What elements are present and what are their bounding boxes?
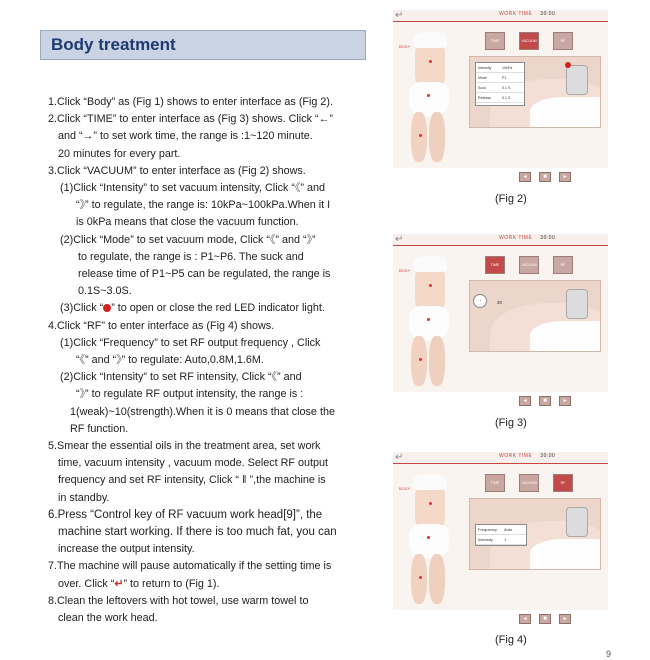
- rf-button[interactable]: RF: [553, 256, 573, 274]
- instruction-fragment: (3)Click “: [60, 302, 104, 315]
- body-label: BODY: [399, 486, 411, 491]
- instruction-line: frequency and set RF intensity, Click “ ‖ ”,the machine is: [58, 474, 326, 487]
- instruction-line: 5.Smear the essential oils in the treatment area, set work: [48, 440, 321, 453]
- control-left-button[interactable]: ◂: [519, 614, 531, 624]
- time-button[interactable]: TIME: [485, 32, 505, 50]
- fig4-screen: [393, 452, 608, 622]
- instruction-line: 20 minutes for every part.: [58, 147, 181, 160]
- time-button[interactable]: TIME: [485, 474, 505, 492]
- vacuum-button[interactable]: VACUUM: [519, 474, 539, 492]
- red-led-icon: [103, 304, 111, 312]
- instruction-line: [48, 576, 370, 593]
- vacuum-button[interactable]: VACUUM: [519, 32, 539, 50]
- instruction-line: (1)Click “Frequency” to set RF output frequency , Click: [60, 336, 321, 349]
- instruction-fragment: ” to return to (Fig 1).: [123, 577, 220, 590]
- instruction-line: and “→” to set work time, the range is :1~120 minute.: [58, 130, 313, 143]
- instruction-line: (2)Click “Intensity” to set RF intensity, Click “《” and: [60, 371, 302, 384]
- instruction-line: is 0kPa means that close the vacuum function.: [76, 216, 299, 229]
- body-label: BODY: [399, 44, 411, 49]
- instruction-line: machine start working. If there is too much fat, you can: [58, 526, 337, 539]
- instruction-fragment: ” to open or close the red LED indicator light.: [111, 302, 325, 315]
- vacuum-settings-panel: [475, 62, 525, 106]
- work-time: WORK TIME 30:00: [499, 235, 556, 241]
- vacuum-button[interactable]: VACUUM: [519, 256, 539, 274]
- instruction-line: in standby.: [58, 491, 110, 504]
- control-right-button[interactable]: ▸: [559, 614, 571, 624]
- work-time: WORK TIME 30:00: [499, 453, 556, 459]
- body-figure[interactable]: [399, 24, 459, 162]
- timer-gauge-icon[interactable]: ◔: [473, 294, 487, 308]
- instruction-line: 1(weak)~10(strength).When it is 0 means that close the: [70, 405, 335, 418]
- timer-value: 30: [497, 300, 503, 305]
- setting-row[interactable]: Frequency Auto: [476, 525, 526, 535]
- instruction-line: 3.Click “VACUUM” to enter interface as (Fig 2) shows.: [48, 164, 306, 177]
- instruction-line: 6.Press “Control key of RF vacuum work head[9]”, the: [48, 508, 323, 521]
- instructions: [48, 94, 370, 627]
- time-button[interactable]: TIME: [485, 256, 505, 274]
- rf-button[interactable]: RF: [553, 474, 573, 492]
- body-label: BODY: [399, 268, 411, 273]
- treatment-photo: [469, 280, 601, 352]
- fig2-screen: [393, 10, 608, 180]
- back-arrow-icon[interactable]: ↵: [395, 452, 404, 463]
- instruction-line: RF function.: [70, 422, 129, 435]
- control-pause-button[interactable]: ■: [539, 614, 551, 624]
- instruction-line: “》” to regulate, the range is: 10kPa~100kPa.When it I: [76, 199, 331, 212]
- instruction-line: time, vacuum intensity , vacuum mode. Select RF output: [58, 457, 329, 470]
- fig4-caption: (Fig 4): [495, 634, 527, 646]
- instruction-line: (2)Click “Mode” to set vacuum mode, Click “《” and “》”: [60, 233, 316, 246]
- setting-row[interactable]: Mode P1: [476, 73, 524, 83]
- control-left-button[interactable]: ◂: [519, 172, 531, 182]
- setting-row[interactable]: Intensity 10kPa: [476, 63, 524, 73]
- led-toggle-icon[interactable]: [565, 62, 571, 68]
- instruction-fragment: over. Click “: [58, 577, 115, 590]
- fig3-caption: (Fig 3): [495, 417, 527, 429]
- instruction-line: 2.Click “TIME” to enter interface as (Fig 3) shows. Click “←”: [48, 113, 333, 126]
- control-right-button[interactable]: ▸: [559, 172, 571, 182]
- setting-row[interactable]: Intensity 1: [476, 535, 526, 545]
- rf-settings-panel: [475, 524, 527, 546]
- rf-button[interactable]: RF: [553, 32, 573, 50]
- control-pause-button[interactable]: ■: [539, 396, 551, 406]
- instruction-line: increase the output intensity.: [58, 543, 195, 556]
- instruction-line: [48, 300, 370, 317]
- fig2-caption: (Fig 2): [495, 193, 527, 205]
- control-right-button[interactable]: ▸: [559, 396, 571, 406]
- instruction-line: 4.Click “RF” to enter interface as (Fig 4) shows.: [48, 319, 275, 332]
- work-time: WORK TIME 30:00: [499, 11, 556, 17]
- section-title: Body treatment: [51, 35, 176, 54]
- return-arrow-icon: ↵: [114, 577, 124, 590]
- instruction-line: 0.1S~3.0S.: [78, 285, 132, 298]
- instruction-line: release time of P1~P5 can be regulated, the range is: [78, 268, 331, 281]
- back-arrow-icon[interactable]: ↵: [395, 10, 404, 21]
- body-figure[interactable]: [399, 466, 459, 604]
- control-left-button[interactable]: ◂: [519, 396, 531, 406]
- control-pause-button[interactable]: ■: [539, 172, 551, 182]
- setting-row[interactable]: Suck 0.1 S: [476, 83, 524, 93]
- instruction-line: clean the work head.: [58, 612, 158, 625]
- instruction-line: to regulate, the range is : P1~P6. The suck and: [78, 250, 304, 263]
- fig3-screen: [393, 234, 608, 404]
- setting-row[interactable]: Release 0.1 S: [476, 93, 524, 103]
- back-arrow-icon[interactable]: ↵: [395, 234, 404, 245]
- instruction-line: 1.Click “Body” as (Fig 1) shows to enter interface as (Fig 2).: [48, 96, 334, 108]
- instruction-line: “《” and “》” to regulate: Auto,0.8M,1.6M.: [76, 354, 264, 367]
- instruction-line: 8.Clean the leftovers with hot towel, use warm towel to: [48, 594, 309, 607]
- section-title-bar: [40, 30, 366, 60]
- instruction-line: “》” to regulate RF output intensity, the range is :: [76, 388, 304, 401]
- instruction-line: 7.The machine will pause automatically if the setting time is: [48, 560, 332, 573]
- instruction-line: (1)Click “Intensity” to set vacuum intensity, Click “《” and: [60, 182, 325, 195]
- page-number: 9: [606, 649, 612, 659]
- body-figure[interactable]: [399, 248, 459, 386]
